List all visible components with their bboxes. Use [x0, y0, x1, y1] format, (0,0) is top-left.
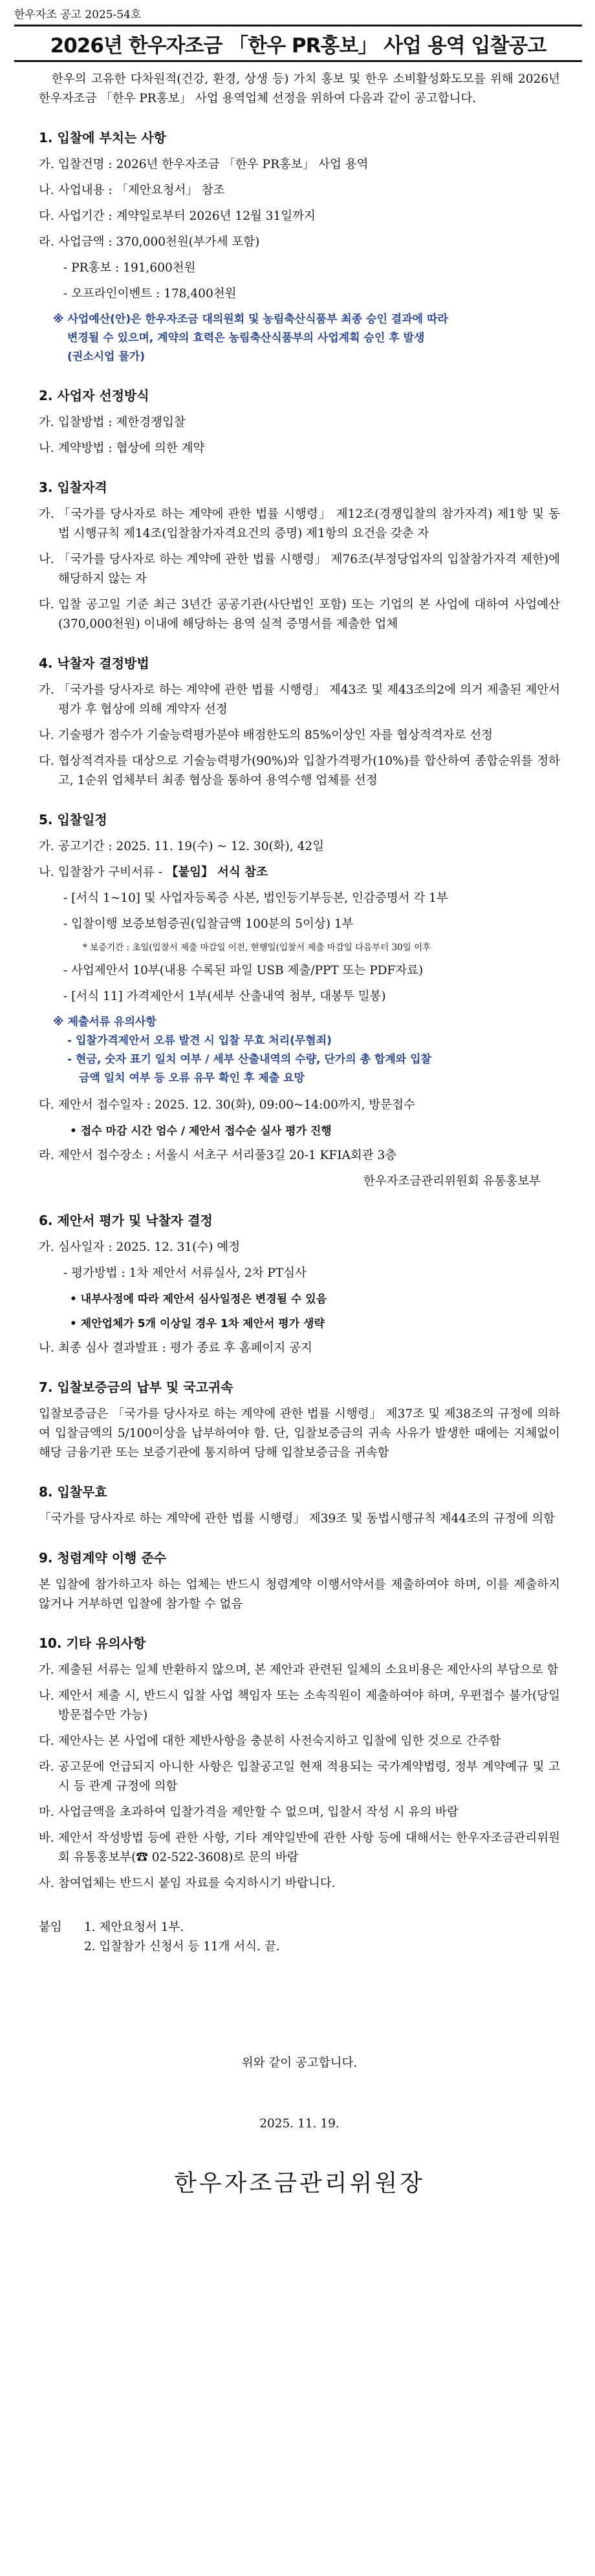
- note-line: - 현금, 숫자 표기 일치 여부 / 세부 산출내역의 수량, 단가의 총 합계와 입찰: [67, 1053, 431, 1066]
- item-text: 「국가를 당사자로 하는 계약에 관한 법률 시행령」 제76조(부정당업자의 입찰참가자격 제한)에 해당하지 않는 자: [58, 553, 560, 586]
- note-line: 금액 일치 여부 등 오류 유무 확인 후 제출 요망: [79, 1072, 305, 1085]
- section-7-title: 7. 입찰보증금의 납부 및 국고귀속: [39, 1379, 233, 1395]
- docs-item: - 입찰이행 보증보험증권(입찰금액 100분의 5이상) 1부: [63, 917, 354, 931]
- item-text: 사업내용 : 「제안요청서」 참조: [58, 184, 225, 197]
- note-line: (권소시업 물가): [67, 350, 145, 363]
- note-line: ※ 사업예산(안)은 한우자조금 대의원회 및 농림축산식품부 최종 승인 결과에 따라: [53, 313, 448, 326]
- item-text: 제안서 제출 시, 반드시 입찰 사업 책임자 또는 소속직원이 제출하여야 하며, 우편접수 불가(당일 방문접수만 가능): [58, 1689, 560, 1722]
- list-item: [39, 550, 560, 589]
- list-item: [39, 1758, 560, 1796]
- note-line: - 입찰가격제안서 오류 발견 시 입찰 무효 처리(무혐죄): [67, 1034, 332, 1047]
- item-marker: 다.: [39, 209, 54, 223]
- item-text: 공고기간 : 2025. 11. 19(수) ~ 12. 30(화), 42일: [58, 840, 325, 853]
- budget-pr: - PR홍보 : 191,600천원: [63, 261, 196, 275]
- item-marker: 다.: [39, 754, 54, 768]
- list-item: [39, 439, 560, 458]
- closing-text: 위와 같이 공고합니다.: [241, 2056, 358, 2070]
- list-item: [39, 1874, 560, 1893]
- list-item: [39, 1732, 560, 1751]
- section-8-title: 8. 입찰무효: [39, 1484, 107, 1500]
- attachments-list: [84, 1918, 280, 1957]
- item-text: 협상적격자를 대상으로 기술능력평가(90%)와 입찰가격평가(10%)를 합산하여 종합순위를 정하고, 1순위 업체부터 최종 협상을 통하여 용역수행 업체를 선정: [58, 754, 560, 787]
- item-marker: 나.: [39, 442, 54, 455]
- list-item: [39, 155, 560, 175]
- list-item: [39, 681, 560, 719]
- submission-note: [39, 1013, 560, 1088]
- section-10-title: 10. 기타 유의사항: [39, 1635, 146, 1651]
- section-1-items: [39, 155, 560, 367]
- item-marker: 나.: [39, 729, 54, 742]
- list-item: [39, 1339, 560, 1358]
- list-item: [39, 181, 560, 200]
- item-text: 참여업체는 반드시 붙임 자료를 숙지하시기 바랍니다.: [58, 1877, 336, 1890]
- item-text: 입찰건명 : 2026년 한우자조금 「한우 PR홍보」 사업 용역: [58, 158, 369, 171]
- item-marker: 라.: [39, 235, 54, 249]
- item-text: 입찰방법 : 제한경쟁입찰: [58, 416, 186, 429]
- title-bar: [14, 25, 582, 62]
- list-item: [39, 1238, 560, 1257]
- item-marker: 나.: [39, 553, 54, 566]
- budget-note: [39, 310, 560, 367]
- item-marker: 가.: [39, 1240, 54, 1254]
- list-item: [39, 1661, 560, 1680]
- item-marker: 라.: [39, 1760, 54, 1774]
- item-text: 「국가를 당사자로 하는 계약에 관한 법률 시행령」 제43조 및 제43조의2에 의거 제출된 제안서 평가 후 협상에 의해 계약자 선정: [58, 683, 560, 716]
- item-marker: 가.: [39, 683, 54, 697]
- list-item: [39, 752, 560, 791]
- item-marker: 다.: [39, 1098, 54, 1112]
- list-item: [39, 1146, 560, 1166]
- attachment-item: 1. 제안요청서 1부.: [84, 1921, 184, 1934]
- attachment-item: 2. 입찰참가 신청서 등 11개 서식. 끝.: [84, 1940, 280, 1953]
- deadline-note: • 접수 마감 시간 엄수 / 제안서 접수순 실사 평가 진행: [70, 1125, 332, 1138]
- item-marker: 나.: [39, 866, 54, 879]
- list-item: [39, 233, 560, 252]
- section-7-text: 입찰보증금은 「국가를 당사자로 하는 계약에 관한 법률 시행령」 제37조 및 제38조의 규정에 의하여 입찰금액의 5/100이상을 납부하여야 함. 단, 입찰보증금의 귀속 사유가 발생한 때에는 지체없이 해당 금융기관 또는 보증기관에 통지하여 당해 입찰보증금을 귀속함: [39, 1407, 560, 1460]
- item-marker: 가.: [39, 416, 54, 429]
- section-8-text: 「국가를 당사자로 하는 계약에 관한 법률 시행령」 제39조 및 동법시행규칙 제44조의 규정에 의함: [39, 1512, 556, 1526]
- docs-label: 입찰참가 구비서류 -: [58, 866, 166, 879]
- item-text: [58, 863, 560, 882]
- docs-ref: 【붙임】 서식 참조: [166, 866, 268, 879]
- section-1-title: 1. 입찰에 부치는 사항: [39, 130, 166, 145]
- list-item: [39, 726, 560, 745]
- item-marker: 라.: [39, 1149, 54, 1162]
- attachments-label: 붙임: [39, 1921, 62, 1934]
- section-4-title: 4. 낙찰자 결정방법: [39, 655, 149, 671]
- item-text: 사업기간 : 계약일로부터 2026년 12월 31일까지: [58, 209, 316, 223]
- intro-paragraph: 한우의 고유한 다차원적(건강, 환경, 상생 등) 가치 홍보 및 한우 소비활성화도모를 위해 2026년 한우자조금 「한우 PR홍보」 사업 용역업체 선정을 위하여 다음과 같이 공고합니다.: [39, 72, 560, 105]
- item-text: 제안사는 본 사업에 대한 제반사항을 충분히 사전숙지하고 입찰에 임한 것으로 간주함: [58, 1734, 501, 1748]
- item-text: 「국가를 당사자로 하는 계약에 관한 법률 시행령」 제12조(경쟁입찰의 참가자격) 제1항 및 동법 시행규칙 제14조(입찰참가자격요건의 증명) 제1항의 요건을 갖춘 자: [58, 507, 560, 540]
- item-marker: 사.: [39, 1877, 54, 1890]
- list-item: [39, 1096, 560, 1115]
- list-item: [39, 505, 560, 544]
- list-item: [39, 595, 560, 634]
- item-text: 제안서 접수장소 : 서울시 서초구 서리풀3길 20-1 KFIA회관 3층: [58, 1149, 397, 1162]
- item-marker: 가.: [39, 1663, 54, 1677]
- item-text: 심사일자 : 2025. 12. 31(수) 예정: [58, 1240, 241, 1254]
- item-marker: 가.: [39, 840, 54, 853]
- submission-department: 한우자조금관리위원회 유통홍보부: [363, 1175, 541, 1188]
- budget-offline: - 오프라인이벤트 : 178,400천원: [63, 287, 237, 301]
- note-line: 변경될 수 있으며, 계약의 효력은 농림축산식품부의 사업계획 승인 후 발생: [67, 332, 425, 345]
- item-marker: 나.: [39, 1341, 54, 1355]
- section-5-title: 5. 입찰일정: [39, 812, 107, 827]
- list-item: [39, 837, 560, 857]
- docs-item: - [서식 1~10] 및 사업자등록증 사본, 법인등기부등본, 인감증명서 각 1부: [63, 891, 448, 905]
- section-2-title: 2. 사업자 선정방식: [39, 388, 149, 403]
- note-title: ※ 제출서류 유의사항: [53, 1016, 157, 1028]
- section-9-text: 본 입찰에 참가하고자 하는 업체는 반드시 청렴계약 이행서약서를 제출하여야 하며, 이를 제출하지 않거나 거부하면 입찰에 참가할 수 없음: [39, 1578, 560, 1611]
- docs-item: - [서식 11] 가격제안서 1부(세부 산출내역 첨부, 대봉투 밀봉): [63, 990, 386, 1003]
- signature: 한우자조금관리위원장: [174, 2170, 425, 2197]
- schedule-note: • 내부사정에 따라 제안서 심사일정은 변경될 수 있음: [70, 1293, 327, 1306]
- item-text: 제안서 작성방법 등에 관한 사항, 기타 계약일반에 관한 사항 등에 대해서는 한우자조금관리위원회 유통홍보부(☎ 02-522-3608)로 문의 바람: [58, 1831, 560, 1864]
- item-marker: 나.: [39, 1689, 54, 1703]
- section-6-title: 6. 제안서 평가 및 낙찰자 결정: [39, 1213, 213, 1228]
- guarantee-period-note: * 보증기간 : 초일(입찰서 제출 마감일 이전, 현행일(입찰서 제출 마감일 다음부터 30일 이후: [83, 942, 431, 953]
- document-body: [39, 67, 560, 2197]
- list-item: [39, 1803, 560, 1822]
- page-title: 2026년 한우자조금 「한우 PR홍보」 사업 용역 입찰공고: [50, 34, 546, 58]
- item-text: 최종 심사 결과발표 : 평가 종료 후 홈페이지 공지: [58, 1341, 312, 1355]
- item-text: 공고문에 언급되지 아니한 사항은 입찰공고일 현재 적용되는 국가계약법령, 정부 계약예규 및 고시 등 관계 규정에 의함: [58, 1760, 560, 1793]
- list-item: [39, 1829, 560, 1868]
- attachments: [39, 1918, 560, 1957]
- item-marker: 가.: [39, 158, 54, 171]
- docs-item: - 사업제안서 10부(내용 수록된 파일 USB 제출/PPT 또는 PDF자료): [63, 964, 424, 977]
- skip-note: • 제안업체가 5개 이상일 경우 1차 제안서 평가 생략: [70, 1317, 325, 1330]
- item-marker: 다.: [39, 1734, 54, 1748]
- item-marker: 마.: [39, 1805, 54, 1819]
- list-item: [39, 207, 560, 226]
- item-text: 제출된 서류는 일체 반환하지 않으며, 본 제안과 관련된 일체의 소요비용은 제안사의 부담으로 함: [58, 1663, 559, 1677]
- item-text: 사업금액 : 370,000천원(부가세 포함): [58, 235, 260, 249]
- item-text: 입찰 공고일 기준 최근 3년간 공공기관(사단법인 포함) 또는 기업의 본 사업에 대하여 사업예산(370,000천원) 이내에 해당하는 용역 실적 증명서를 제출한 업체: [58, 598, 560, 631]
- list-item: [39, 413, 560, 432]
- item-marker: 바.: [39, 1831, 54, 1845]
- item-marker: 나.: [39, 184, 54, 197]
- doc-number: 한우자조 공고 2025-54호: [14, 8, 142, 21]
- list-item: [39, 1687, 560, 1725]
- section-9-title: 9. 청렴계약 이행 준수: [39, 1550, 166, 1566]
- item-text: 계약방법 : 협상에 의한 계약: [58, 442, 205, 455]
- item-text: 제안서 접수일자 : 2025. 12. 30(화), 09:00~14:00까지, 방문접수: [58, 1098, 415, 1112]
- item-text: 사업금액을 초과하여 입찰가격을 제안할 수 없으며, 입찰서 작성 시 유의 바람: [58, 1805, 459, 1819]
- list-item: [39, 863, 560, 882]
- item-marker: 가.: [39, 507, 54, 521]
- section-3-title: 3. 입찰자격: [39, 480, 107, 495]
- item-marker: 다.: [39, 598, 54, 612]
- item-text: 기술평가 점수가 기술능력평가분야 배점한도의 85%이상인 자를 협상적격자로 선정: [58, 729, 493, 742]
- announcement-date: 2025. 11. 19.: [259, 2117, 340, 2131]
- evaluation-method: - 평가방법 : 1차 제안서 서류실사, 2차 PT심사: [63, 1266, 307, 1280]
